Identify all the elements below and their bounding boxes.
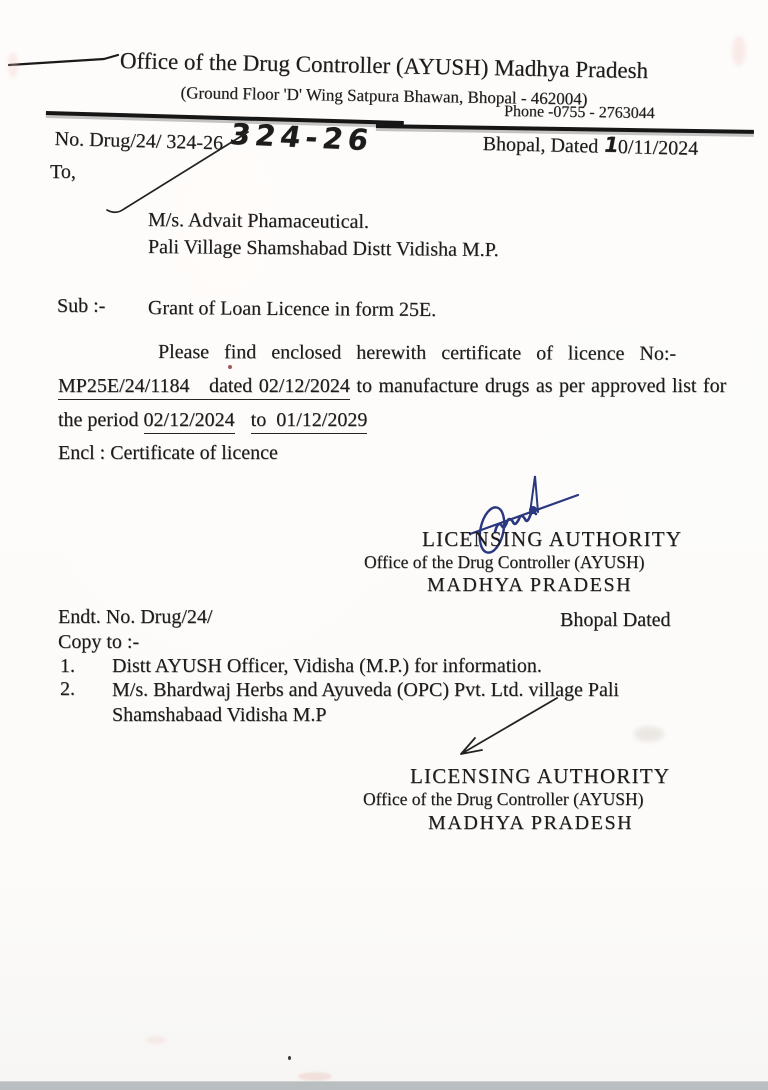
enclosure-line: Encl : Certificate of licence bbox=[58, 442, 278, 464]
reference-number: No. Drug/24/ 324-26 bbox=[54, 128, 224, 155]
reference-number-handwritten: 324-26 bbox=[227, 117, 376, 158]
salutation: To, bbox=[50, 161, 76, 183]
scan-speck bbox=[228, 365, 232, 369]
handwritten-arrow-2 bbox=[445, 690, 570, 762]
office-address: (Ground Floor 'D' Wing Satpura Bhawan, Bhopal - 462004) bbox=[180, 83, 588, 109]
licence-number: MP25E/24/1184 dated 02/12/2024 bbox=[58, 375, 350, 400]
endorsement-place-date: Bhopal Dated bbox=[560, 609, 671, 631]
licensing-authority-2-state: MADHYA PRADESH bbox=[428, 812, 634, 834]
period-prefix: the period bbox=[58, 409, 144, 431]
scan-smudge bbox=[732, 36, 746, 66]
scan-smudge bbox=[8, 52, 18, 78]
period-end-date: to 01/12/2029 bbox=[251, 409, 368, 434]
copy-to-label: Copy to :- bbox=[58, 631, 140, 653]
copy-item-1-text: Distt AYUSH Officer, Vidisha (M.P.) for information. bbox=[112, 655, 542, 677]
body-line-3 bbox=[58, 409, 367, 432]
handwritten-arrow-1 bbox=[102, 126, 254, 222]
copy-item-2-text: M/s. Bhardwaj Herbs and Ayuveda (OPC) Pvt. Ltd. village Pali Shamshabaad Vidisha M.P bbox=[112, 679, 619, 726]
date-handwritten-digit: 1 bbox=[601, 132, 621, 158]
scan-smudge bbox=[146, 1036, 166, 1044]
subject-text: Grant of Loan Licence in form 25E. bbox=[147, 297, 437, 322]
date-rest: 0/11/2024 bbox=[617, 136, 699, 160]
licensing-authority-2-office: Office of the Drug Controller (AYUSH) bbox=[363, 789, 644, 809]
licensing-authority-1: LICENSING AUTHORITY bbox=[422, 527, 683, 551]
scan-smudge bbox=[634, 726, 664, 742]
recipient-address: Pali Village Shamshabad Distt Vidisha M.P. bbox=[147, 236, 499, 262]
licensing-authority-2: LICENSING AUTHORITY bbox=[410, 764, 671, 788]
body-line-2 bbox=[58, 375, 726, 398]
scan-speck bbox=[288, 1056, 291, 1060]
scan-bottom-edge bbox=[0, 1081, 768, 1090]
copy-item-1-number: 1. bbox=[60, 655, 75, 677]
body-line-1: Please find enclosed herewith certificate of licence No:- bbox=[157, 341, 677, 365]
endorsement-number: Endt. No. Drug/24/ bbox=[58, 606, 213, 628]
licensing-authority-1-state: MADHYA PRADESH bbox=[427, 574, 633, 596]
place-date-prefix: Bhopal, Dated bbox=[482, 132, 604, 158]
office-phone: Phone -0755 - 2763044 bbox=[503, 102, 655, 123]
copy-item-2-number: 2. bbox=[60, 678, 75, 700]
period-start-date: 02/12/2024 bbox=[144, 409, 235, 434]
subject-label: Sub :- bbox=[57, 295, 106, 317]
recipient-name: M/s. Advait Phamaceutical. bbox=[147, 209, 370, 233]
licensing-authority-1-office: Office of the Drug Controller (AYUSH) bbox=[364, 552, 645, 572]
body-line-2-rest: to manufacture drugs as per approved list for bbox=[349, 375, 727, 397]
place-date-line bbox=[482, 131, 698, 161]
scan-smudge bbox=[298, 1072, 332, 1081]
office-title: Office of the Drug Controller (AYUSH) Madhya Pradesh bbox=[119, 47, 649, 84]
